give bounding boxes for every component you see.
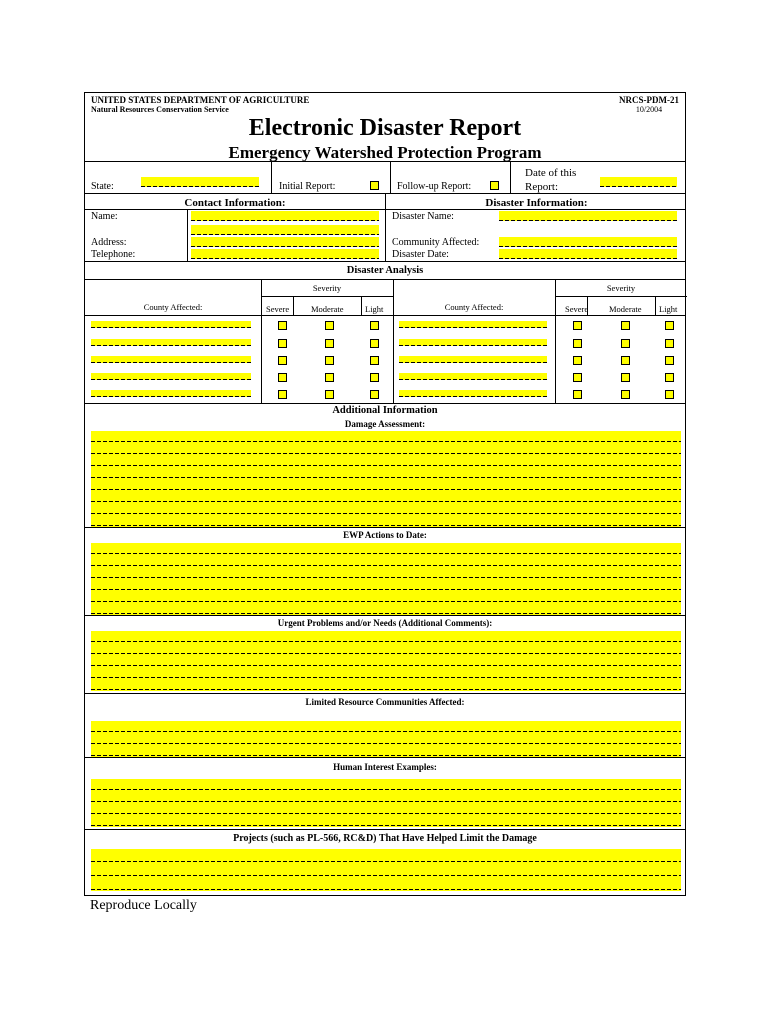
light-checkbox-right[interactable] <box>665 390 674 399</box>
severe-checkbox-right[interactable] <box>573 321 582 330</box>
entry-line <box>191 220 379 221</box>
limited-heading: Limited Resource Communities Affected: <box>305 697 465 707</box>
name-field[interactable] <box>191 211 379 221</box>
entry-line <box>91 641 681 642</box>
county-field-right[interactable] <box>399 321 547 328</box>
moderate-checkbox-left[interactable] <box>325 373 334 382</box>
ewp-heading: EWP Actions to Date: <box>343 530 427 540</box>
projects-heading: Projects (such as PL-566, RC&D) That Have Helped Limit the Damage <box>233 833 537 844</box>
entry-line <box>191 258 379 259</box>
initial-report-label: Initial Report: <box>279 181 336 192</box>
entry-line <box>191 234 379 235</box>
address-label: Address: <box>91 237 127 248</box>
date-label-line2: Report: <box>525 181 558 193</box>
entry-line <box>91 677 681 678</box>
divider <box>361 296 362 315</box>
county-field-right[interactable] <box>399 339 547 346</box>
divider <box>293 296 294 315</box>
service-name: Natural Resources Conservation Service <box>91 105 229 114</box>
divider <box>271 161 272 193</box>
entry-line <box>91 489 681 490</box>
light-checkbox-right[interactable] <box>665 373 674 382</box>
moderate-checkbox-right[interactable] <box>621 390 630 399</box>
divider <box>85 829 685 830</box>
disaster-date-field[interactable] <box>499 249 677 259</box>
severe-label-right: Severe <box>565 304 589 314</box>
light-label-right: Light <box>659 304 678 314</box>
entry-line <box>91 653 681 654</box>
divider <box>85 279 685 280</box>
severe-checkbox-right[interactable] <box>573 339 582 348</box>
projects-field[interactable] <box>91 849 681 891</box>
divider <box>385 193 386 261</box>
light-label-left: Light <box>365 304 384 314</box>
entry-line <box>91 813 681 814</box>
form-id <box>619 95 679 115</box>
divider <box>85 527 685 528</box>
report-date-field[interactable] <box>600 177 677 187</box>
address-field-1[interactable] <box>191 225 379 235</box>
disaster-name-field[interactable] <box>499 211 677 221</box>
entry-line <box>91 465 681 466</box>
form-subtitle: Emergency Watershed Protection Program <box>228 143 542 162</box>
disaster-info-heading: Disaster Information: <box>485 197 588 209</box>
entry-line <box>91 501 681 502</box>
urgent-field[interactable] <box>91 631 681 691</box>
entry-line <box>91 665 681 666</box>
agency-name: UNITED STATES DEPARTMENT OF AGRICULTURE <box>91 95 310 105</box>
severe-checkbox-left[interactable] <box>278 373 287 382</box>
county-field-left[interactable] <box>91 390 251 397</box>
entry-line <box>91 743 681 744</box>
moderate-checkbox-left[interactable] <box>325 321 334 330</box>
damage-field[interactable] <box>91 431 681 527</box>
light-checkbox-right[interactable] <box>665 321 674 330</box>
severe-label-left: Severe <box>266 304 290 314</box>
moderate-checkbox-right[interactable] <box>621 356 630 365</box>
entry-line <box>91 861 681 862</box>
county-field-right[interactable] <box>399 390 547 397</box>
divider <box>187 209 188 261</box>
severe-checkbox-right[interactable] <box>573 356 582 365</box>
entry-line <box>91 789 681 790</box>
light-checkbox-left[interactable] <box>370 339 379 348</box>
severity-label-right: Severity <box>606 283 636 293</box>
damage-heading: Damage Assessment: <box>344 419 426 429</box>
light-checkbox-left[interactable] <box>370 356 379 365</box>
divider <box>85 161 685 162</box>
light-checkbox-left[interactable] <box>370 321 379 330</box>
moderate-label-left: Moderate <box>311 304 344 314</box>
entry-line <box>499 246 677 247</box>
additional-heading: Additional Information <box>332 405 438 416</box>
entry-line <box>91 477 681 478</box>
disaster-date-label: Disaster Date: <box>392 249 449 260</box>
entry-line <box>91 601 681 602</box>
disaster-report-form <box>84 92 686 896</box>
entry-line <box>91 589 681 590</box>
followup-report-label: Follow-up Report: <box>397 181 472 192</box>
state-label: State: <box>91 181 114 192</box>
divider <box>261 296 393 297</box>
entry-line <box>91 731 681 732</box>
severe-checkbox-left[interactable] <box>278 321 287 330</box>
entry-line <box>91 553 681 554</box>
entry-line <box>499 220 677 221</box>
divider <box>510 161 511 193</box>
name-label: Name: <box>91 211 118 222</box>
state-field[interactable] <box>141 177 259 187</box>
light-checkbox-left[interactable] <box>370 390 379 399</box>
entry-line <box>141 186 259 187</box>
human-interest-field[interactable] <box>91 779 681 827</box>
entry-line <box>91 513 681 514</box>
reproduce-note: Reproduce Locally <box>90 898 197 913</box>
divider <box>85 693 685 694</box>
severe-checkbox-right[interactable] <box>573 390 582 399</box>
divider <box>85 403 685 404</box>
moderate-checkbox-right[interactable] <box>621 339 630 348</box>
severe-checkbox-left[interactable] <box>278 356 287 365</box>
entry-line <box>91 825 681 826</box>
entry-line <box>91 453 681 454</box>
divider <box>393 279 394 403</box>
entry-line <box>91 525 681 526</box>
county-label-right: County Affected: <box>444 302 504 312</box>
address-field-2[interactable] <box>191 237 379 247</box>
moderate-checkbox-right[interactable] <box>621 321 630 330</box>
light-checkbox-left[interactable] <box>370 373 379 382</box>
moderate-checkbox-right[interactable] <box>621 373 630 382</box>
date-label-line1: Date of this <box>525 167 577 179</box>
divider <box>85 757 685 758</box>
entry-line <box>91 689 681 690</box>
initial-report-checkbox[interactable] <box>370 181 379 190</box>
divider <box>85 261 685 262</box>
divider <box>555 279 556 403</box>
county-field-left[interactable] <box>91 356 251 363</box>
county-field-right[interactable] <box>399 373 547 380</box>
divider <box>555 296 687 297</box>
ewp-field[interactable] <box>91 543 681 615</box>
limited-field[interactable] <box>91 721 681 757</box>
entry-line <box>91 565 681 566</box>
entry-line <box>91 801 681 802</box>
urgent-heading: Urgent Problems and/or Needs (Additional Comments): <box>277 618 493 628</box>
divider <box>85 615 685 616</box>
county-field-left[interactable] <box>91 339 251 346</box>
entry-line <box>91 889 681 890</box>
moderate-label-right: Moderate <box>609 304 642 314</box>
entry-line <box>499 258 677 259</box>
county-field-left[interactable] <box>91 373 251 380</box>
divider <box>85 315 685 316</box>
severe-checkbox-left[interactable] <box>278 390 287 399</box>
form-number: NRCS-PDM-21 <box>619 95 679 105</box>
telephone-field[interactable] <box>191 249 379 259</box>
moderate-checkbox-left[interactable] <box>325 339 334 348</box>
severe-checkbox-right[interactable] <box>573 373 582 382</box>
contact-heading: Contact Information: <box>184 197 286 209</box>
severe-checkbox-left[interactable] <box>278 339 287 348</box>
light-checkbox-right[interactable] <box>665 339 674 348</box>
severity-label-left: Severity <box>312 283 342 293</box>
agency-header <box>91 95 309 115</box>
followup-report-checkbox[interactable] <box>490 181 499 190</box>
county-label-left: County Affected: <box>143 302 203 312</box>
analysis-heading: Disaster Analysis <box>346 265 424 276</box>
light-checkbox-right[interactable] <box>665 356 674 365</box>
entry-line <box>91 613 681 614</box>
entry-line <box>91 755 681 756</box>
county-field-right[interactable] <box>399 356 547 363</box>
telephone-label: Telephone: <box>91 249 136 260</box>
community-field[interactable] <box>499 237 677 247</box>
form-date: 10/2004 <box>635 105 663 114</box>
entry-line <box>600 186 677 187</box>
moderate-checkbox-left[interactable] <box>325 390 334 399</box>
community-label: Community Affected: <box>392 237 480 248</box>
form-title: Electronic Disaster Report <box>248 115 522 141</box>
divider <box>261 279 262 403</box>
divider <box>587 296 588 315</box>
county-field-left[interactable] <box>91 321 251 328</box>
entry-line <box>91 577 681 578</box>
moderate-checkbox-left[interactable] <box>325 356 334 365</box>
entry-line <box>91 441 681 442</box>
entry-line <box>191 246 379 247</box>
disaster-name-label: Disaster Name: <box>392 211 454 222</box>
divider <box>655 296 656 315</box>
divider <box>390 161 391 193</box>
human-interest-heading: Human Interest Examples: <box>333 762 437 772</box>
entry-line <box>91 875 681 876</box>
